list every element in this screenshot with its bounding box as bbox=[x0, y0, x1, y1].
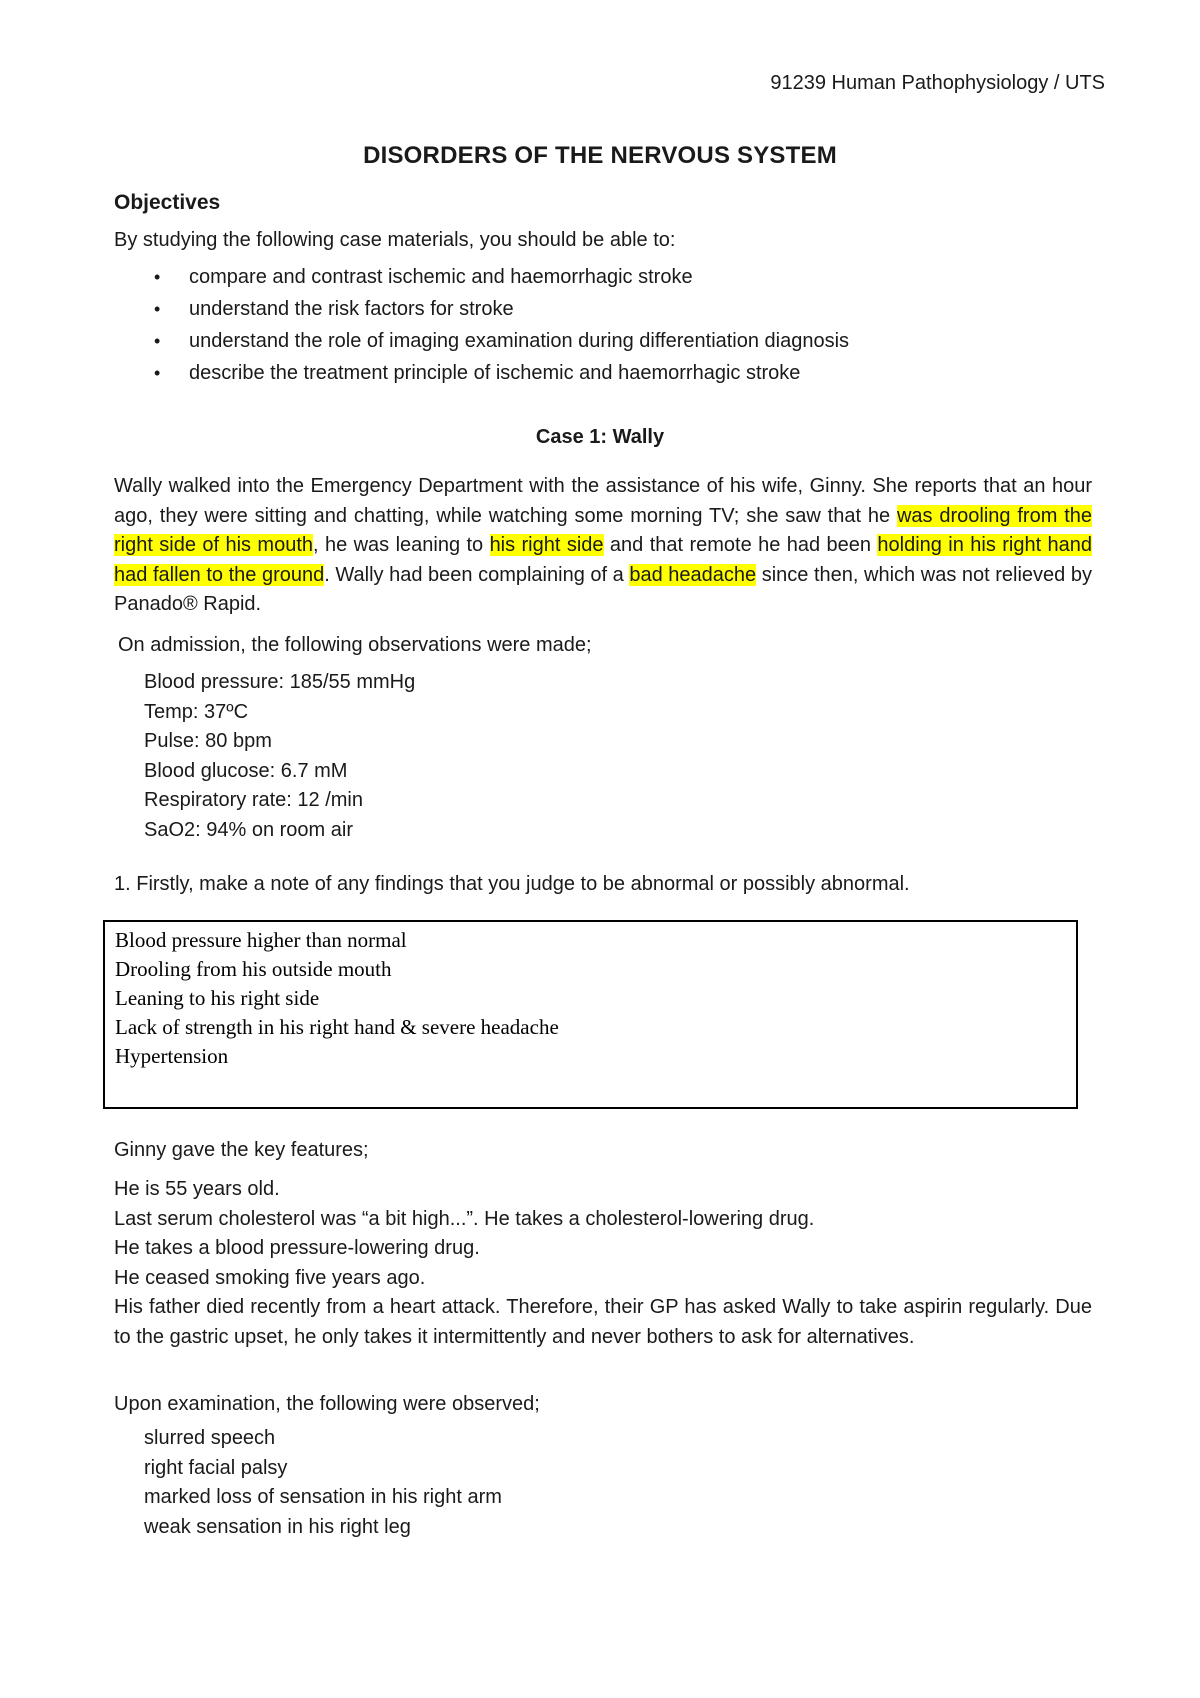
finding-item: weak sensation in his right leg bbox=[144, 1515, 411, 1538]
examination-intro: Upon examination, the following were observed; bbox=[114, 1393, 540, 1415]
admission-intro: On admission, the following observations were made; bbox=[118, 634, 592, 656]
answer-line: Lack of strength in his right hand & severe headache bbox=[115, 1015, 559, 1039]
observation-item: SaO2: 94% on room air bbox=[144, 818, 353, 841]
feature-item: His father died recently from a heart attack. Therefore, their GP has asked Wally to take aspirin regularly. Due to the gastric upset, he only takes it intermittently and never bothers to ask for alternatives. bbox=[114, 1296, 1092, 1348]
finding-item: slurred speech bbox=[144, 1427, 276, 1449]
case-text: Wally walked into the Emergency Department with the assistance of his wife, Ginny. She reports that an hour ago, they were sitting and chatting, while watching some morning TV; she saw that he bbox=[114, 475, 1092, 527]
observations-list bbox=[144, 668, 415, 845]
answer-line: Drooling from his outside mouth bbox=[115, 957, 392, 981]
observation-item: Respiratory rate: 12 /min bbox=[144, 789, 363, 811]
case-text: since then, which was not relieved by Panado® Rapid. bbox=[114, 563, 1092, 615]
feature-item: He ceased smoking five years ago. bbox=[114, 1266, 426, 1289]
answer-box[interactable] bbox=[103, 920, 1078, 1109]
objective-item: • compare and contrast ischemic and haemorrhagic stroke bbox=[114, 261, 849, 293]
case-text: , he was leaning to bbox=[313, 534, 490, 556]
finding-item: right facial palsy bbox=[144, 1456, 288, 1479]
objective-item: • understand the role of imaging examination during differentiation diagnosis bbox=[114, 325, 849, 357]
ginny-intro: Ginny gave the key features; bbox=[114, 1139, 369, 1161]
case-text: and that remote he had been bbox=[603, 534, 878, 556]
answer-line: Leaning to his right side bbox=[115, 986, 320, 1010]
case-title: Case 1: Wally bbox=[535, 426, 665, 448]
objectives-intro: By studying the following case materials, you should be able to: bbox=[114, 229, 676, 251]
observation-item: Temp: 37ºC bbox=[144, 700, 249, 723]
highlighted-text: bad headache bbox=[629, 563, 757, 586]
observation-item: Blood glucose: 6.7 mM bbox=[144, 759, 348, 782]
finding-item: marked loss of sensation in his right arm bbox=[144, 1486, 502, 1508]
answer-line: Blood pressure higher than normal bbox=[115, 928, 407, 952]
objectives-list bbox=[114, 261, 849, 389]
highlighted-text: his right side bbox=[489, 534, 604, 556]
objective-item: • understand the risk factors for stroke bbox=[114, 293, 849, 325]
feature-item: Last serum cholesterol was “a bit high...”. He takes a cholesterol-lowering drug. bbox=[114, 1207, 815, 1230]
objectives-heading: Objectives bbox=[114, 191, 221, 214]
question-1: 1. Firstly, make a note of any findings that you judge to be abnormal or possibly abnormal. bbox=[114, 873, 910, 895]
highlighted-text: was drooling from the right side of his mouth bbox=[114, 504, 1093, 556]
feature-item: He is 55 years old. bbox=[114, 1178, 280, 1200]
key-features bbox=[114, 1175, 1092, 1352]
case-text: . Wally had been complaining of a bbox=[324, 563, 630, 586]
document-title: DISORDERS OF THE NERVOUS SYSTEM bbox=[363, 142, 837, 169]
objective-item: • describe the treatment principle of ischemic and haemorrhagic stroke bbox=[114, 357, 849, 389]
highlighted-text: holding in his right hand had fallen to the ground bbox=[114, 534, 1093, 586]
observation-item: Pulse: 80 bpm bbox=[144, 730, 272, 752]
examination-findings bbox=[144, 1424, 502, 1542]
answer-line: Hypertension bbox=[115, 1044, 229, 1068]
case-description bbox=[114, 472, 1092, 620]
page-header: 91239 Human Pathophysiology / UTS bbox=[770, 72, 1105, 94]
observation-item: Blood pressure: 185/55 mmHg bbox=[144, 671, 416, 693]
feature-item: He takes a blood pressure-lowering drug. bbox=[114, 1237, 480, 1259]
